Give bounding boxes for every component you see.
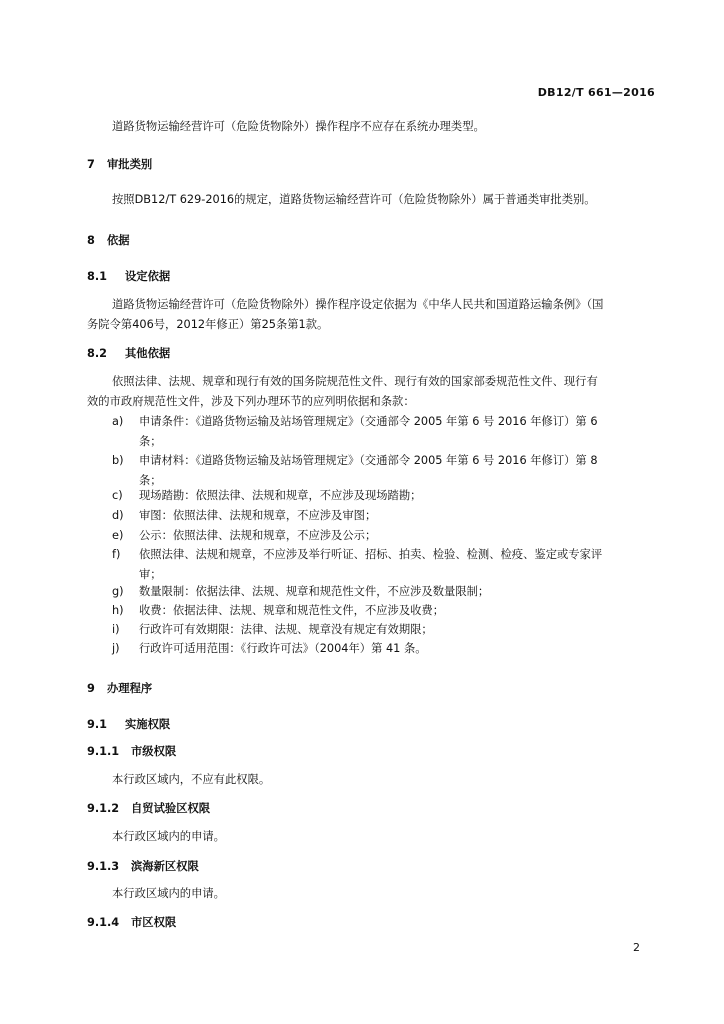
list-marker: g) bbox=[112, 585, 124, 598]
list-marker: f) bbox=[112, 548, 121, 561]
section-9-1-2-heading bbox=[87, 800, 210, 818]
section-number: 9.1.2 bbox=[87, 802, 120, 815]
list-text: 现场踏勘：依照法律、法规和规章，不应涉及现场踏勘； bbox=[139, 489, 422, 502]
list-text: 行政许可有效期限：法律、法规、规章没有规定有效期限； bbox=[139, 623, 433, 636]
section-8-heading bbox=[87, 232, 130, 250]
list-continuation: 条； bbox=[139, 435, 162, 448]
section-number: 8 bbox=[87, 234, 95, 247]
section-number: 9.1 bbox=[87, 718, 108, 731]
section-number: 9.1.1 bbox=[87, 745, 120, 758]
list-text: 数量限制：依据法律、法规、规章和规范性文件，不应涉及数量限制； bbox=[139, 585, 490, 598]
section-8-2-heading bbox=[87, 345, 170, 363]
section-8-1-line-1: 道路货物运输经营许可（危险货物除外）操作程序设定依据为《中华人民共和国道路运输条例》（国 bbox=[112, 298, 604, 311]
section-number: 9.1.4 bbox=[87, 916, 120, 929]
list-marker: i) bbox=[112, 623, 120, 636]
list-text: 行政许可适用范围：《行政许可法》（2004年）第 41 条。 bbox=[139, 642, 427, 655]
section-title: 市区权限 bbox=[131, 916, 177, 929]
page-number: 2 bbox=[633, 941, 640, 954]
section-number: 7 bbox=[87, 158, 95, 171]
section-title: 设定依据 bbox=[125, 270, 171, 283]
list-text: 公示：依照法律、法规和规章，不应涉及公示； bbox=[139, 529, 377, 542]
list-text: 申请条件：《道路货物运输及站场管理规定》（交通部令 2005 年第 6 号 2016 年修订）第 6 bbox=[139, 415, 598, 428]
section-number: 9 bbox=[87, 682, 95, 695]
section-title: 实施权限 bbox=[125, 718, 171, 731]
section-title: 滨海新区权限 bbox=[131, 860, 199, 873]
section-9-1-1-heading bbox=[87, 743, 176, 761]
section-title: 依据 bbox=[107, 234, 130, 247]
section-7-paragraph: 按照DB12/T 629-2016的规定，道路货物运输经营许可（危险货物除外）属于普通类审批类别。 bbox=[112, 193, 596, 206]
list-marker: b) bbox=[112, 454, 124, 467]
list-text: 申请材料：《道路货物运输及站场管理规定》（交通部令 2005 年第 6 号 2016 年修订）第 8 bbox=[139, 454, 598, 467]
section-9-1-2-paragraph: 本行政区域内的申请。 bbox=[112, 830, 225, 843]
section-7-heading bbox=[87, 156, 152, 174]
section-8-1-heading bbox=[87, 268, 170, 286]
section-number: 9.1.3 bbox=[87, 860, 120, 873]
section-9-1-3-paragraph: 本行政区域内的申请。 bbox=[112, 887, 225, 900]
list-continuation: 审； bbox=[139, 568, 162, 581]
section-9-1-heading bbox=[87, 716, 170, 734]
standard-code-header: DB12/T 661—2016 bbox=[537, 86, 655, 99]
list-text: 收费：依据法律、法规、规章和规范性文件，不应涉及收费； bbox=[139, 604, 445, 617]
section-9-heading bbox=[87, 680, 152, 698]
section-title: 市级权限 bbox=[131, 745, 177, 758]
section-8-2-line-1: 依照法律、法规、规章和现行有效的国务院规范性文件、现行有效的国家部委规范性文件、现行有 bbox=[112, 375, 598, 388]
section-9-1-1-paragraph: 本行政区域内，不应有此权限。 bbox=[112, 773, 271, 786]
list-text: 审图：依照法律、法规和规章，不应涉及审图； bbox=[139, 509, 377, 522]
section-number: 8.1 bbox=[87, 270, 108, 283]
section-title: 审批类别 bbox=[107, 158, 153, 171]
section-9-1-3-heading bbox=[87, 858, 199, 876]
list-marker: h) bbox=[112, 604, 124, 617]
section-8-2-line-2: 效的市政府规范性文件，涉及下列办理环节的应列明依据和条款： bbox=[87, 395, 415, 408]
list-marker: c) bbox=[112, 489, 123, 502]
section-number: 8.2 bbox=[87, 347, 108, 360]
section-title: 自贸试验区权限 bbox=[131, 802, 211, 815]
list-marker: d) bbox=[112, 509, 124, 522]
section-title: 办理程序 bbox=[107, 682, 153, 695]
section-title: 其他依据 bbox=[125, 347, 171, 360]
list-marker: a) bbox=[112, 415, 124, 428]
intro-paragraph: 道路货物运输经营许可（危险货物除外）操作程序不应存在系统办理类型。 bbox=[112, 120, 485, 133]
list-text: 依照法律、法规和规章，不应涉及举行听证、招标、拍卖、检验、检测、检疫、鉴定或专家评 bbox=[139, 548, 603, 561]
list-marker: e) bbox=[112, 529, 124, 542]
section-8-1-line-2: 务院令第406号，2012年修正）第25条第1款。 bbox=[87, 318, 329, 331]
list-marker: j) bbox=[112, 642, 120, 655]
section-9-1-4-heading bbox=[87, 914, 176, 932]
list-continuation: 条； bbox=[139, 474, 162, 487]
